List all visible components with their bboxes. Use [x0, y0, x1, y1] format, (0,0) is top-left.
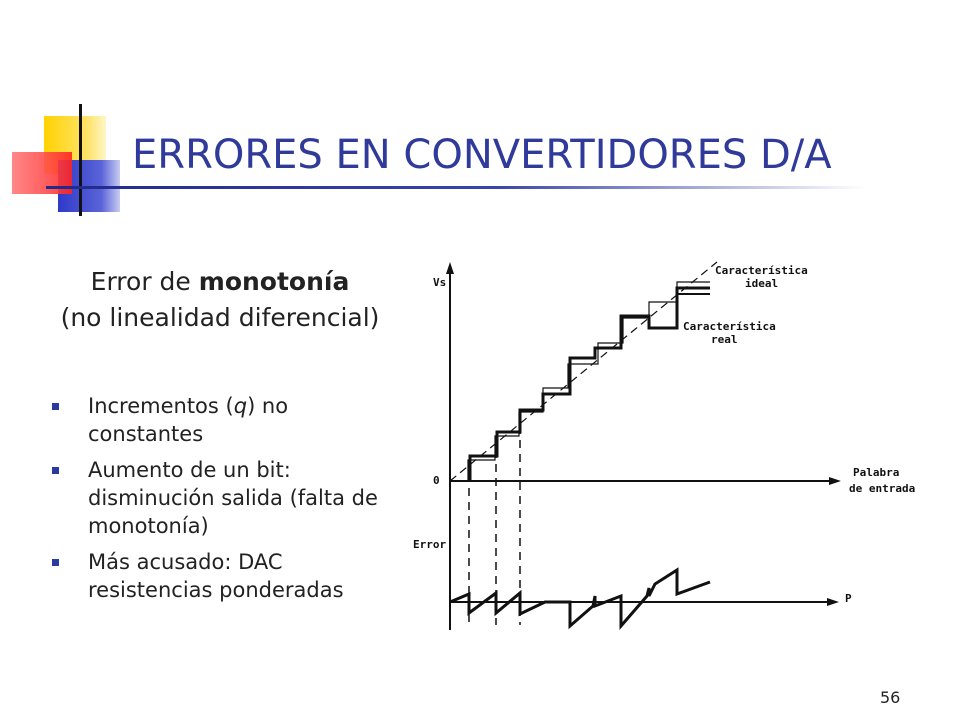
bullet-text-post: ) no constantes	[88, 394, 289, 446]
p-label: P	[845, 592, 852, 605]
error-sawtooth	[450, 570, 710, 626]
subtitle-prefix: Error de	[90, 267, 199, 296]
bullet-text: Aumento de un bit: disminución salida (falta de monotonía)	[88, 458, 378, 538]
x-axis-label-2: de entrada	[849, 482, 916, 495]
x-axis-label-1: Palabra	[853, 466, 900, 479]
bullet-text: Más acusado: DAC resistencias ponderadas	[88, 550, 344, 602]
bullet-square-icon	[52, 467, 59, 474]
subtitle-bold: monotonía	[198, 267, 350, 296]
real-label-1: Característica	[683, 320, 776, 333]
bullet-text-pre: Incrementos (	[88, 394, 234, 418]
zero-label: 0	[433, 474, 440, 487]
ideal-label-2: ideal	[745, 277, 779, 290]
vs-label: Vs	[433, 276, 447, 289]
bullet-list	[50, 392, 380, 612]
error-label: Error	[413, 538, 447, 551]
ideal-label-1: Característica	[715, 264, 808, 277]
p-axis-arrow-icon	[827, 598, 839, 606]
bullet-item	[50, 548, 380, 604]
slide-subtitle	[30, 264, 410, 336]
vs-axis-arrow-icon	[446, 262, 454, 274]
slide-number: 56	[880, 688, 901, 707]
real-label-2: real	[711, 333, 738, 346]
title-underline	[46, 186, 866, 189]
subtitle-line2: (no linealidad diferencial)	[60, 303, 380, 332]
logo-vertical-line	[79, 104, 82, 216]
slide-title: ERRORES EN CONVERTIDORES D/A	[132, 132, 832, 178]
bullet-text-italic: q	[233, 394, 248, 418]
monotonicity-diagram	[405, 250, 925, 640]
ideal-staircase	[450, 282, 710, 481]
bullet-square-icon	[52, 403, 59, 410]
bullet-square-icon	[52, 559, 59, 566]
bullet-item	[50, 456, 380, 540]
input-word-axis-arrow-icon	[829, 477, 841, 485]
real-staircase	[470, 288, 710, 481]
bullet-item	[50, 392, 380, 448]
